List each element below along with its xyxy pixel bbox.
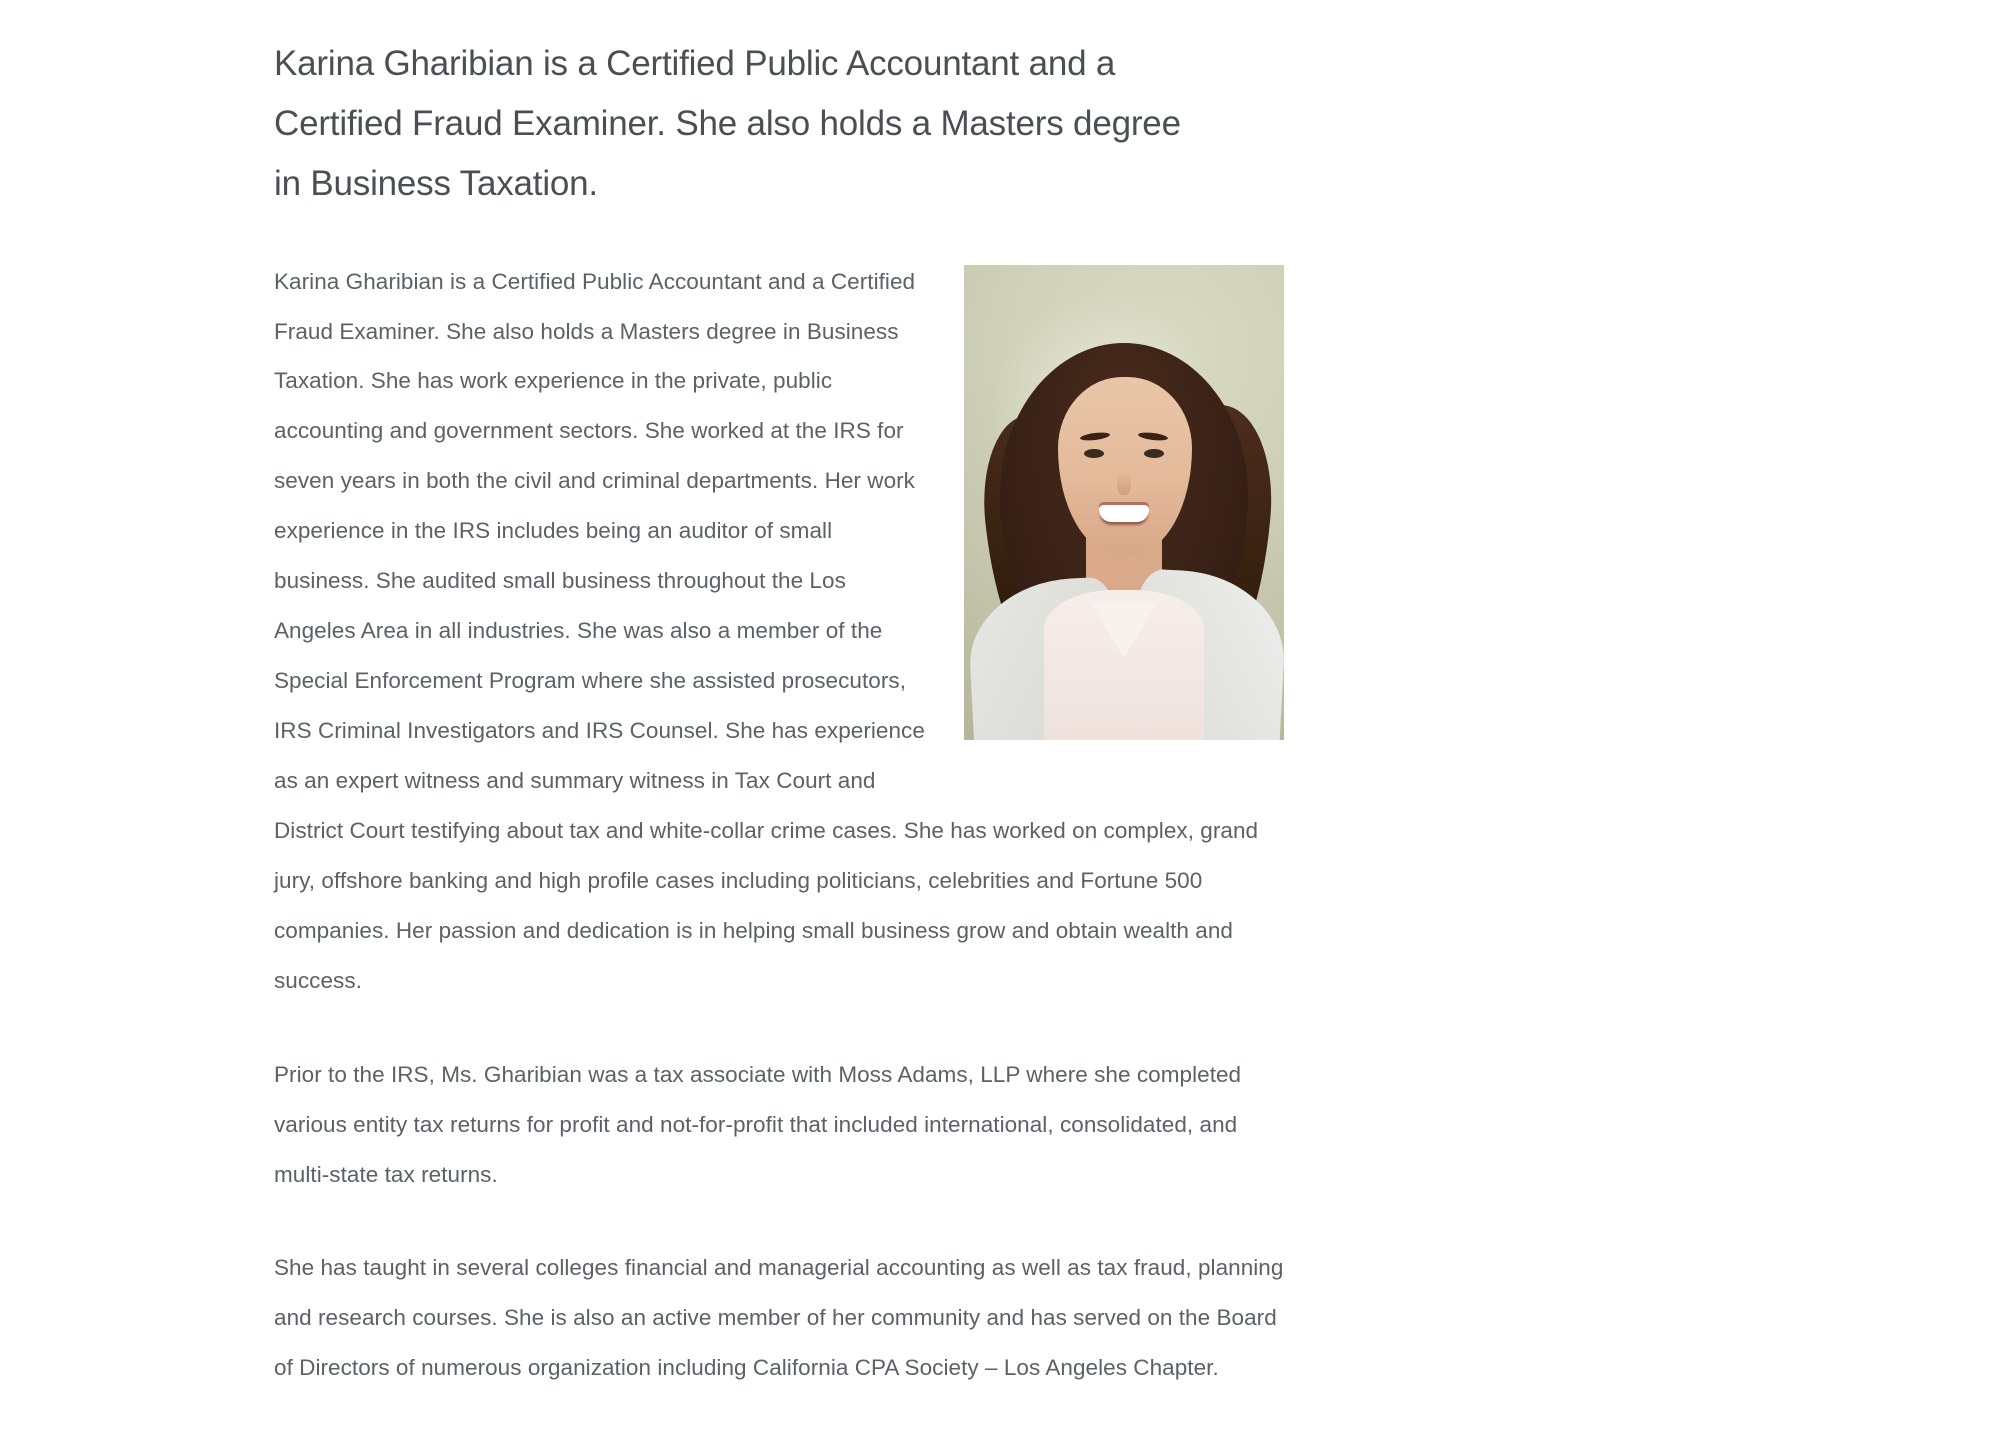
bio-paragraph-3: She has taught in several colleges financial and managerial accounting as well as tax fraud, planning and research courses. She is also an active member of her community and has served on the Board of Directors of numerous organization including California CPA Society – Los Angeles Chapter. [274,1255,1284,1381]
bio-body [274,257,1284,1394]
bio-paragraph-2: Prior to the IRS, Ms. Gharibian was a tax associate with Moss Adams, LLP where she completed various entity tax returns for profit and not-for-profit that included international, consolidated, and multi-state tax returns. [274,1061,1242,1187]
mouth [1099,505,1149,522]
bio-paragraph-1: Karina Gharibian is a Certified Public Accountant and a Certified Fraud Examiner. She also holds a Masters degree in Business Taxation. She has work experience in the private, public accounting and government sectors. She worked at the IRS for seven years in both the civil and criminal departments. Her work experience in the IRS includes being an auditor of small business. She audited small business throughout the Los Angeles Area in all industries. She was also a member of the Special Enforcement Program where she assisted prosecutors, IRS Criminal Investigators and IRS Counsel. She has experience as an expert witness and summary witness in Tax Court and District Court testifying about tax and white-collar crime cases. She has worked on complex, grand jury, offshore banking and high profile cases including politicians, celebrities and Fortune 500 companies. Her passion and dedication is in helping small business grow and obtain wealth and success. [274,268,1259,993]
page-title: Karina Gharibian is a Certified Public Accountant and a Certified Fraud Examiner. She also holds a Masters degree in Business Taxation. [274,44,1181,204]
portrait-photo [964,265,1284,740]
eye-right [1144,449,1164,458]
eye-left [1084,449,1104,458]
content-container [274,34,1284,1393]
nose [1117,471,1131,495]
